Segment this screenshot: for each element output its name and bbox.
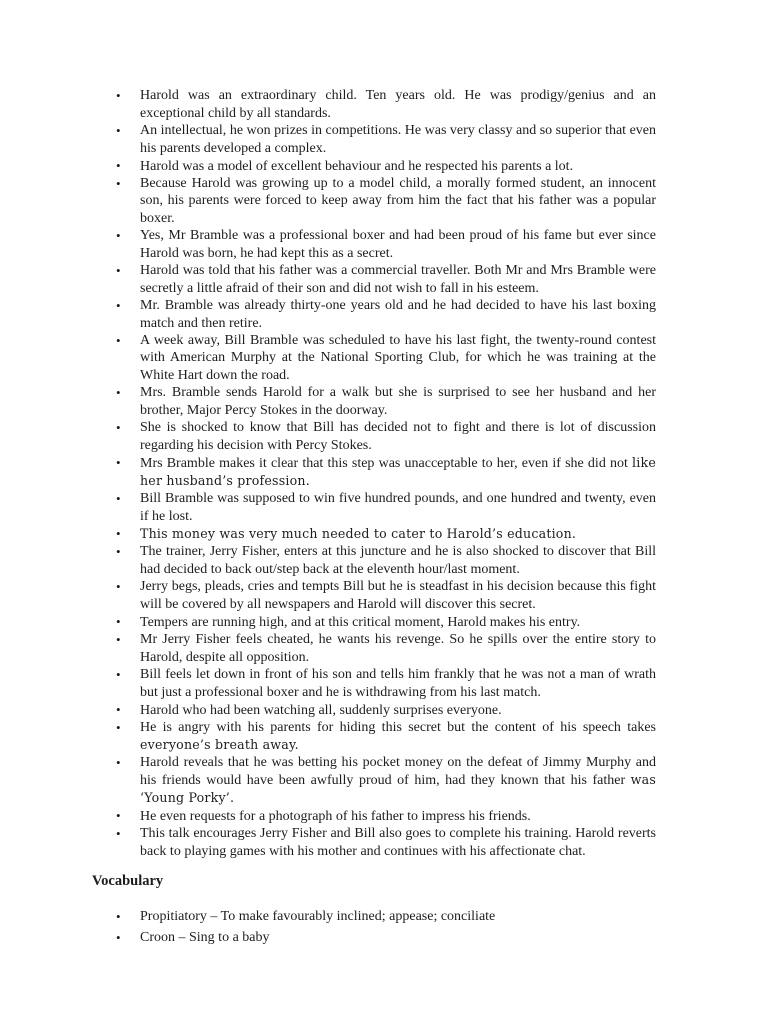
bullet-icon: • (116, 755, 121, 770)
bullet-icon: • (116, 702, 121, 717)
vocab-item-text: Propitiatory – To make favourably inclined; appease; conciliate (140, 909, 496, 924)
list-item (92, 384, 656, 419)
list-item-text: Harold was an extraordinary child. Ten years old. He was prodigy/genius and an exceptional child by all standards. (140, 88, 656, 121)
list-item (92, 631, 656, 666)
bullet-icon: • (116, 491, 121, 506)
list-item (92, 754, 656, 807)
list-item-text-alt: This money was very much needed to cater to Harold’s education. (140, 526, 577, 541)
list-item-text: Mr. Bramble was already thirty-one years old and he had decided to have his last boxing match and then retire. (140, 298, 656, 331)
bullet-icon: • (116, 909, 121, 924)
list-item (92, 490, 656, 525)
list-item (92, 157, 656, 175)
bullet-icon: • (116, 88, 121, 103)
bullet-icon: • (116, 720, 121, 735)
list-item-text: An intellectual, he won prizes in competitions. He was very classy and so superior that even his parents developed a complex. (140, 123, 656, 156)
bullet-icon: • (116, 298, 121, 313)
list-item-text: Because Harold was growing up to a model child, a morally formed student, an innocent son, his parents were forced to keep away from him the fact that his father was a popular boxer. (140, 176, 656, 226)
list-item (92, 262, 656, 297)
list-item-text: Mrs Bramble makes it clear that this step was unacceptable to her, even if she did not (140, 456, 633, 471)
list-item-text: Yes, Mr Bramble was a professional boxer and had been proud of his fame but ever since Harold was born, he had kept this as a secret. (140, 228, 656, 261)
list-item (92, 175, 656, 227)
bullet-icon: • (116, 158, 121, 173)
summary-list (92, 87, 656, 860)
list-item (92, 227, 656, 262)
bullet-icon: • (116, 826, 121, 841)
list-item (92, 929, 656, 947)
list-item-text: He is angry with his parents for hiding this secret but the content of his speech takes (140, 720, 656, 735)
bullet-icon: • (116, 632, 121, 647)
bullet-icon: • (116, 667, 121, 682)
list-item-text: This talk encourages Jerry Fisher and Bill also goes to complete his training. Harold reverts back to playing games with his mother and continues with his affectionate chat. (140, 826, 656, 859)
list-item-text: Bill Bramble was supposed to win five hundred pounds, and one hundred and twenty, even if he lost. (140, 491, 656, 524)
list-item (92, 807, 656, 825)
list-item (92, 719, 656, 754)
bullet-icon: • (116, 455, 121, 470)
list-item-text: She is shocked to know that Bill has decided not to fight and there is lot of discussion regarding his decision with Percy Stokes. (140, 420, 656, 453)
bullet-icon: • (116, 808, 121, 823)
vocab-item-text: Croon – Sing to a baby (140, 930, 270, 945)
list-item-text: Mrs. Bramble sends Harold for a walk but she is surprised to see her husband and her brother, Major Percy Stokes in the doorway. (140, 385, 656, 418)
list-item-text: Jerry begs, pleads, cries and tempts Bill but he is steadfast in his decision because this fight will be covered by all newspapers and Harold will discover this secret. (140, 579, 656, 612)
bullet-icon: • (116, 526, 121, 541)
bullet-icon: • (116, 420, 121, 435)
list-item (92, 701, 656, 719)
bullet-icon: • (116, 385, 121, 400)
list-item (92, 908, 656, 926)
list-item (92, 122, 656, 157)
list-item-text: Harold was told that his father was a commercial traveller. Both Mr and Mrs Bramble were secretly a little afraid of their son and did not wish to fall in his esteem. (140, 263, 656, 296)
page-content (92, 87, 656, 950)
list-item-text: Harold reveals that he was betting his pocket money on the defeat of Jimmy Murphy and his friends would have been awfully proud of him, had they known that his father (140, 755, 656, 788)
list-item-text: He even requests for a photograph of his father to impress his friends. (140, 809, 531, 824)
bullet-icon: • (116, 228, 121, 243)
list-item (92, 454, 656, 490)
bullet-icon: • (116, 614, 121, 629)
list-item (92, 613, 656, 631)
list-item (92, 87, 656, 122)
list-item-text: Tempers are running high, and at this critical moment, Harold makes his entry. (140, 615, 581, 630)
bullet-icon: • (116, 123, 121, 138)
list-item-text: Mr Jerry Fisher feels cheated, he wants his revenge. So he spills over the entire story to Harold, despite all opposition. (140, 632, 656, 665)
list-item-text: Bill feels let down in front of his son and tells him frankly that he was not a man of wrath but just a professional boxer and he is withdrawing from his last match. (140, 667, 656, 700)
list-item (92, 578, 656, 613)
bullet-icon: • (116, 544, 121, 559)
list-item-text: The trainer, Jerry Fisher, enters at this juncture and he is also shocked to discover that Bill had decided to back out/step back at the eleventh hour/last moment. (140, 544, 656, 577)
vocabulary-heading: Vocabulary (92, 873, 164, 889)
list-item-text-alt: was ‘Young Porky’. (140, 772, 656, 805)
bullet-icon: • (116, 176, 121, 191)
list-item (92, 825, 656, 860)
list-item-text-alt: like her husband’s profession. (140, 455, 656, 488)
bullet-icon: • (116, 333, 121, 348)
bullet-icon: • (116, 263, 121, 278)
list-item-text: A week away, Bill Bramble was scheduled to have his last fight, the twenty-round contest with American Murphy at the National Sporting Club, for which he was training at the White Hart down the road. (140, 333, 656, 383)
list-item-text: Harold was a model of excellent behaviour and he respected his parents a lot. (140, 159, 574, 174)
vocabulary-list (92, 908, 656, 947)
list-item (92, 525, 656, 543)
list-item (92, 419, 656, 454)
list-item (92, 666, 656, 701)
list-item-text-alt: everyone’s breath away. (140, 737, 299, 752)
list-item (92, 543, 656, 578)
list-item (92, 332, 656, 384)
bullet-icon: • (116, 579, 121, 594)
bullet-icon: • (116, 930, 121, 945)
list-item-text: Harold who had been watching all, suddenly surprises everyone. (140, 703, 502, 718)
list-item (92, 297, 656, 332)
